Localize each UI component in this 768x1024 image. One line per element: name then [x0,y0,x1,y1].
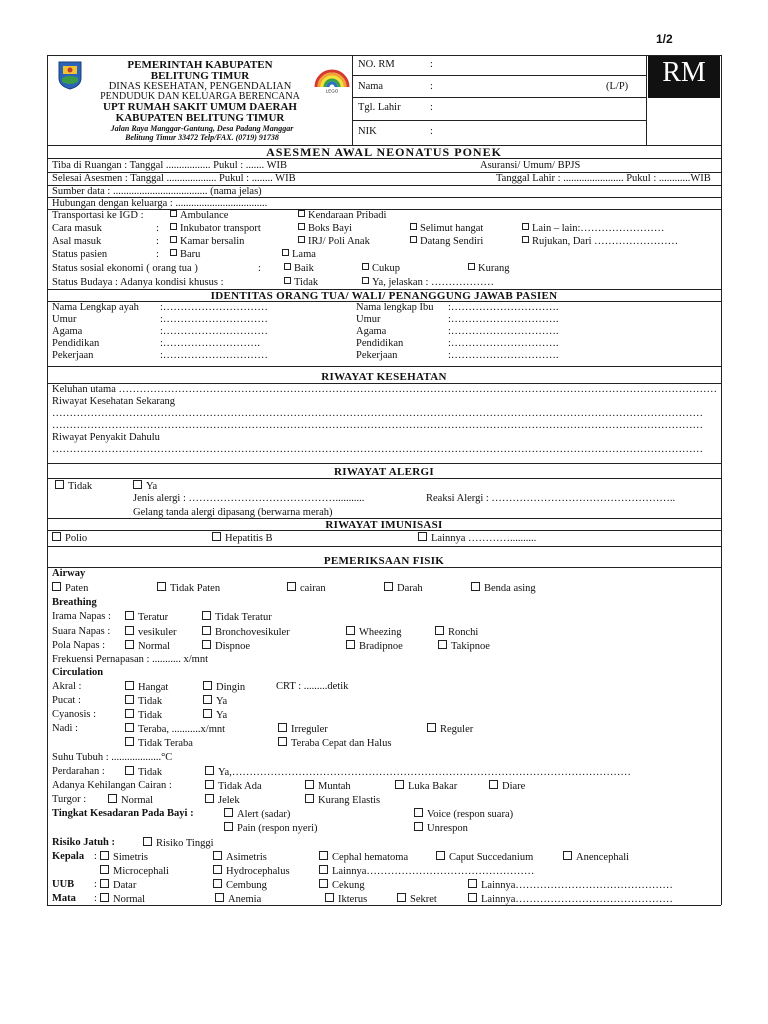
address-line-2: Belitung Timur 33472 Telp/FAX. (0719) 91738 [125,133,279,142]
checkbox-icon[interactable] [282,249,289,256]
breath-normal[interactable]: Normal [125,640,170,653]
father-education-value[interactable]: :………………………. [160,338,261,349]
eye-normal[interactable]: Normal [100,893,145,906]
identity-section-title: IDENTITAS ORANG TUA/ WALI/ PENANGGUNG JAWAB PASIEN [210,290,558,302]
checkbox-icon[interactable] [205,766,214,775]
checkbox-icon[interactable] [100,893,109,902]
family-relation-row: Hubungan dengan keluarga : ................................... [52,198,268,209]
allergy-no-option[interactable]: Tidak [55,480,92,493]
checkbox-icon[interactable] [170,236,177,243]
checkbox-icon[interactable] [305,794,314,803]
checkbox-icon[interactable] [143,837,152,846]
checkbox-icon[interactable] [471,582,480,591]
eye-icterus[interactable]: Ikterus [325,893,367,906]
past-history-label: Riwayat Penyakit Dahulu [52,432,160,443]
father-religion-label: Agama [52,326,83,337]
head-hydrocephalus[interactable]: Hydrocephalus [213,865,290,878]
org-line-6: KABUPATEN BELITUNG TIMUR [115,112,285,124]
breath-ronchi[interactable]: Ronchi [435,626,478,639]
checkbox-icon[interactable] [100,851,109,860]
checkbox-icon[interactable] [213,865,222,874]
field-nama-gender: (L/P) [606,81,629,92]
header-field-line [352,75,646,76]
checkbox-icon[interactable] [202,611,211,620]
cyanosis-label: Cyanosis : [52,709,97,720]
row-line [47,366,721,367]
checkbox-icon[interactable] [170,249,177,256]
field-nik-colon: : [430,126,433,137]
org-line-5: UPT RUMAH SAKIT UMUM DAERAH [103,101,297,113]
father-age-value[interactable]: :………………………… [160,314,268,325]
option-warm-blanket[interactable]: Selimut hangat [410,223,483,235]
main-complaint[interactable]: Keluhan utama ……………………………………………………………………………………………………………………………………………………… [52,384,717,395]
checkbox-icon[interactable] [468,879,477,888]
pale-label: Pucat : [52,695,81,706]
breath-tachypnea[interactable]: Takipnoe [438,640,490,653]
field-no-rm-label: NO. RM [358,59,395,70]
father-job-value[interactable]: :………………………… [160,350,268,361]
checkbox-icon[interactable] [362,277,369,284]
option-incubator[interactable]: Inkubator transport [170,223,261,235]
checkbox-icon[interactable] [224,822,233,831]
checkbox-icon[interactable] [284,263,291,270]
consciousness-alert[interactable]: Alert (sadar) [224,808,290,821]
hospital-logo-icon [314,65,350,93]
breath-regular[interactable]: Teratur [125,611,168,624]
eye-anemia[interactable]: Anemia [215,893,261,906]
fontanelle-sunken[interactable]: Cekung [319,879,365,892]
crt-field[interactable]: CRT : .........detik [276,681,349,692]
respiratory-rate-field[interactable]: Frekuensi Pernapasan : ........... x/mnt [52,654,209,665]
option-other-entry[interactable]: Lain – lain:…………………… [522,223,664,235]
checkbox-icon[interactable] [125,611,134,620]
checkbox-icon[interactable] [52,532,61,541]
checkbox-icon[interactable] [213,879,222,888]
father-education-label: Pendidikan [52,338,100,349]
checkbox-icon[interactable] [205,780,214,789]
option-new[interactable]: Baru [170,249,200,261]
checkbox-icon[interactable] [224,808,233,817]
checkbox-icon[interactable] [125,626,134,635]
checkbox-icon[interactable] [468,263,475,270]
row-line [47,463,721,464]
airway-fluid[interactable]: cairan [287,582,326,595]
fluid-loss-burn[interactable]: Luka Bakar [395,780,457,793]
colon: : [94,879,97,890]
checkbox-icon[interactable] [287,582,296,591]
breath-bradypnea[interactable]: Bradipnoe [346,640,403,653]
allergy-bracelet-note: Gelang tanda alergi dipasang (berwarna merah) [133,507,333,518]
allergy-type-field[interactable]: Jenis alergi : ……………………………………........... [133,493,365,504]
pulse-label: Nadi : [52,723,78,734]
checkbox-icon[interactable] [100,879,109,888]
head-asymmetric[interactable]: Asimetris [213,851,267,864]
checkbox-icon[interactable] [133,480,142,489]
checkbox-icon[interactable] [108,794,117,803]
fontanelle-label: UUB [52,879,75,890]
circulation-heading: Circulation [52,667,104,678]
akral-cold[interactable]: Dingin [203,681,245,694]
frame-left [47,55,48,905]
checkbox-icon[interactable] [384,582,393,591]
checkbox-icon[interactable] [414,822,423,831]
airway-heading: Airway [52,568,86,579]
mother-education-value[interactable]: :…………………………. [448,338,559,349]
checkbox-icon[interactable] [125,723,134,732]
consciousness-pain[interactable]: Pain (respon nyeri) [224,822,317,835]
physical-exam-title: PEMERIKSAAN FISIK [323,555,445,567]
head-anencephaly[interactable]: Anencephali [563,851,629,864]
head-other[interactable]: Lainnya………………………………………… [319,865,534,878]
allergy-history-title: RIWAYAT ALERGI [334,466,434,478]
checkbox-icon[interactable] [319,851,328,860]
rm-divider [646,55,647,145]
transport-label: Transportasi ke IGD : [52,210,144,221]
fall-risk-label: Risiko Jatuh : [52,837,116,848]
fluid-loss-vomit[interactable]: Muntah [305,780,351,793]
option-referral[interactable]: Rujukan, Dari …………………… [522,236,678,248]
father-name-label: Nama Lengkap ayah [52,302,139,313]
body-temperature-field[interactable]: Suhu Tubuh : ...................°C [52,752,173,763]
option-outpatient[interactable]: IRJ/ Poli Anak [298,236,370,248]
pulse-not-palpable[interactable]: Tidak Teraba [125,737,193,750]
checkbox-icon[interactable] [305,780,314,789]
breath-bronchovesicular[interactable]: Bronchovesikuler [202,626,290,639]
checkbox-icon[interactable] [278,723,287,732]
checkbox-icon[interactable] [410,223,417,230]
checkbox-icon[interactable] [278,737,287,746]
checkbox-icon[interactable] [563,851,572,860]
turgor-label: Turgor : [52,794,87,805]
row-line [47,530,721,531]
title-line [47,158,721,159]
org-line-2: BELITUNG TIMUR [150,70,250,82]
eye-secretion[interactable]: Sekret [397,893,437,906]
frame-right [721,55,722,905]
header-divider [352,55,353,145]
mother-education-label: Pendidikan [356,338,404,349]
fluid-loss-none[interactable]: Tidak Ada [205,780,262,793]
checkbox-icon[interactable] [319,879,328,888]
turgor-less-elastic[interactable]: Kurang Elastis [305,794,380,807]
rm-badge: RM [648,56,720,98]
checkbox-icon[interactable] [438,640,447,649]
status-pasien-label: Status pasien [52,249,108,260]
eye-other[interactable]: Lainnya……………………………………… [468,893,673,906]
option-culture-no[interactable]: Tidak [284,277,318,289]
airway-patent[interactable]: Paten [52,582,88,595]
option-delivery-room[interactable]: Kamar bersalin [170,236,244,248]
checkbox-icon[interactable] [414,808,423,817]
immunization-hepatitis-b[interactable]: Hepatitis B [212,532,273,545]
colon: : [156,223,159,234]
option-baby-box[interactable]: Boks Bayi [298,223,352,235]
checkbox-icon[interactable] [427,723,436,732]
current-history-line[interactable]: …………………………………………………………………………………………………………………………………………………………………… [52,408,703,419]
breath-rhythm-label: Irama Napas : [52,611,111,622]
org-line-4: PENDUDUK DAN KELUARGA BERENCANA [100,91,300,102]
consciousness-unresponsive[interactable]: Unrespon [414,822,468,835]
checkbox-icon[interactable] [170,210,177,217]
checkbox-icon[interactable] [170,223,177,230]
field-nama-label: Nama [358,81,384,92]
fontanelle-other[interactable]: Lainnya……………………………………… [468,879,673,892]
pale-yes[interactable]: Ya [203,695,227,708]
address-line-1: Jalan Raya Manggar-Gantung, Desa Padang Manggar [110,124,294,133]
checkbox-icon[interactable] [522,236,529,243]
row-line [47,567,721,568]
form-title: ASESMEN AWAL NEONATUS PONEK [266,145,502,159]
checkbox-icon[interactable] [435,626,444,635]
past-history-line[interactable]: …………………………………………………………………………………………………………………………………………………………………… [52,444,703,455]
head-symmetric[interactable]: Simetris [100,851,148,864]
mother-job-value[interactable]: :…………………………. [448,350,559,361]
row-line [47,546,721,547]
mother-job-label: Pekerjaan [356,350,398,361]
breath-wheezing[interactable]: Wheezing [346,626,402,639]
checkbox-icon[interactable] [52,582,61,591]
father-job-label: Pekerjaan [52,350,94,361]
arrival-row: Tiba di Ruangan : Tanggal ................. Pukul : ....... WIB [52,160,288,171]
pulse-irregular[interactable]: Irreguler [278,723,328,736]
father-age-label: Umur [52,314,77,325]
pale-no[interactable]: Tidak [125,695,162,708]
data-source-row: Sumber data : .................................... (nama jelas) [52,186,262,197]
pulse-regular[interactable]: Reguler [427,723,473,736]
father-name-value[interactable]: :………………………… [160,302,268,313]
colon: : [156,249,159,260]
culture-label: Status Budaya : Adanya kondisi khusus : [52,277,224,288]
mother-age-label: Umur [356,314,381,325]
pulse-palpable[interactable]: Teraba, ...........x/mnt [125,723,225,736]
checkbox-icon[interactable] [203,709,212,718]
breath-dyspnea[interactable]: Dispnoe [202,640,250,653]
org-line-1: PEMERINTAH KABUPATEN [127,59,273,71]
field-tgl-lahir-colon: : [430,102,433,113]
turgor-poor[interactable]: Jelek [205,794,240,807]
head-label: Kepala [52,851,85,862]
bleeding-yes[interactable]: Ya,…………………………………………………………………………………………………… [205,766,631,779]
checkbox-icon[interactable] [436,851,445,860]
checkbox-icon[interactable] [395,780,404,789]
akral-label: Akral : [52,681,82,692]
checkbox-icon[interactable] [410,236,417,243]
checkbox-icon[interactable] [202,640,211,649]
option-old[interactable]: Lama [282,249,316,261]
checkbox-icon[interactable] [125,766,134,775]
header-field-line [352,120,646,121]
pulse-fast-weak[interactable]: Teraba Cepat dan Halus [278,737,391,750]
checkbox-icon[interactable] [284,277,291,284]
option-good[interactable]: Baik [284,263,314,275]
head-caput-succedanium[interactable]: Caput Succedanium [436,851,533,864]
father-religion-value[interactable]: :………………………… [160,326,268,337]
fluid-loss-label: Adanya Kehilangan Cairan : [52,780,172,791]
checkbox-icon[interactable] [468,893,477,902]
colon: : [94,893,97,904]
mother-age-value[interactable]: :…………………………. [448,314,559,325]
fall-risk-high[interactable]: Risiko Tinggi [143,837,214,850]
checkbox-icon[interactable] [362,263,369,270]
checkbox-icon[interactable] [325,893,334,902]
field-tgl-lahir-label: Tgl. Lahir [358,102,401,113]
option-sufficient[interactable]: Cukup [362,263,400,275]
fontanelle-bulging[interactable]: Cembung [213,879,267,892]
head-cephal-hematoma[interactable]: Cephal hematoma [319,851,408,864]
org-line-3: DINAS KESEHATAN, PENGENDALIAN [108,81,292,92]
turgor-normal[interactable]: Normal [108,794,153,807]
checkbox-icon[interactable] [202,626,211,635]
checkbox-icon[interactable] [203,695,212,704]
checkbox-icon[interactable] [298,223,305,230]
consciousness-label: Tingkat Kesadaran Pada Bayi : [52,808,194,819]
checkbox-icon[interactable] [346,626,355,635]
checkbox-icon[interactable] [298,210,305,217]
breath-irregular[interactable]: Tidak Teratur [202,611,272,624]
fontanelle-flat[interactable]: Datar [100,879,136,892]
checkbox-icon[interactable] [489,780,498,789]
airway-blood[interactable]: Darah [384,582,423,595]
asal-masuk-label: Asal masuk [52,236,102,247]
mother-name-label: Nama lengkap Ibu [356,302,434,313]
eye-label: Mata [52,893,76,904]
cara-masuk-label: Cara masuk [52,223,102,234]
immunization-polio[interactable]: Polio [52,532,87,545]
field-nama-colon: : [430,81,433,92]
option-self-arrival[interactable]: Datang Sendiri [410,236,483,248]
checkbox-icon[interactable] [522,223,529,230]
checkbox-icon[interactable] [397,893,406,902]
option-culture-yes[interactable]: Ya, jelaskan : ……………… [362,277,494,289]
immunization-history-title: RIWAYAT IMUNISASI [325,519,443,531]
header-field-line [352,97,646,98]
option-ambulance[interactable]: Ambulance [170,210,228,222]
checkbox-icon[interactable] [319,865,328,874]
breath-vesicular[interactable]: vesikuler [125,626,177,639]
airway-foreign-body[interactable]: Benda asing [471,582,536,595]
socioeconomic-label: Status sosial ekonomi ( orang tua ) [52,263,198,274]
mother-religion-label: Agama [356,326,387,337]
mother-religion-value[interactable]: :…………………………. [448,326,559,337]
checkbox-icon[interactable] [125,640,134,649]
checkbox-icon[interactable] [418,532,427,541]
checkbox-icon[interactable] [125,737,134,746]
insurance-row: Asuransi/ Umum/ BPJS [480,160,581,171]
page-number: 1/2 [656,32,673,46]
frame-top [47,55,721,56]
akral-warm[interactable]: Hangat [125,681,168,694]
colon: : [258,263,261,274]
checkbox-icon[interactable] [346,640,355,649]
checkbox-icon[interactable] [100,865,109,874]
current-history-line[interactable]: …………………………………………………………………………………………………………………………………………………………………… [52,420,703,431]
consciousness-voice[interactable]: Voice (respon suara) [414,808,513,821]
airway-not-patent[interactable]: Tidak Paten [157,582,220,595]
checkbox-icon[interactable] [125,709,134,718]
checkbox-icon[interactable] [213,851,222,860]
checkbox-icon[interactable] [203,681,212,690]
breath-sound-label: Suara Napas : [52,626,111,637]
checkbox-icon[interactable] [55,480,64,489]
bleeding-label: Perdarahan : [52,766,105,777]
checkbox-icon[interactable] [215,893,224,902]
colon: : [94,851,97,862]
checkbox-icon[interactable] [298,236,305,243]
immunization-other[interactable]: Lainnya ………….......... [418,532,536,545]
checkbox-icon[interactable] [125,695,134,704]
checkbox-icon[interactable] [157,582,166,591]
allergy-reaction-field[interactable]: Reaksi Alergi : …………………………………………….. [426,493,676,504]
cyanosis-no[interactable]: Tidak [125,709,162,722]
field-no-rm-colon: : [430,59,433,70]
checkbox-icon[interactable] [125,681,134,690]
mother-name-value[interactable]: :…………………………. [448,302,559,313]
logo-caption: LEGO [325,88,339,93]
bleeding-no[interactable]: Tidak [125,766,162,779]
current-history-label: Riwayat Kesehatan Sekarang [52,396,176,407]
checkbox-icon[interactable] [205,794,214,803]
field-nik-label: NIK [358,126,377,137]
row-line [47,478,721,479]
assessment-finish-row: Selesai Asesmen : Tanggal ................... Pukul : ........ WIB [52,173,296,184]
allergy-yes-option[interactable]: Ya [133,480,157,493]
colon: : [156,236,159,247]
breathing-heading: Breathing [52,597,97,608]
cyanosis-yes[interactable]: Ya [203,709,227,722]
birth-date-row: Tanggal Lahir : ....................... Pukul : ............WIB [496,173,711,184]
health-history-title: RIWAYAT KESEHATAN [321,371,447,383]
head-microcephaly[interactable]: Microcephali [100,865,169,878]
checkbox-icon[interactable] [212,532,221,541]
option-private-vehicle[interactable]: Kendaraan Pribadi [298,210,386,222]
breath-pattern-label: Pola Napas : [52,640,106,651]
option-insufficient[interactable]: Kurang [468,263,510,275]
fluid-loss-diarrhea[interactable]: Diare [489,780,525,793]
